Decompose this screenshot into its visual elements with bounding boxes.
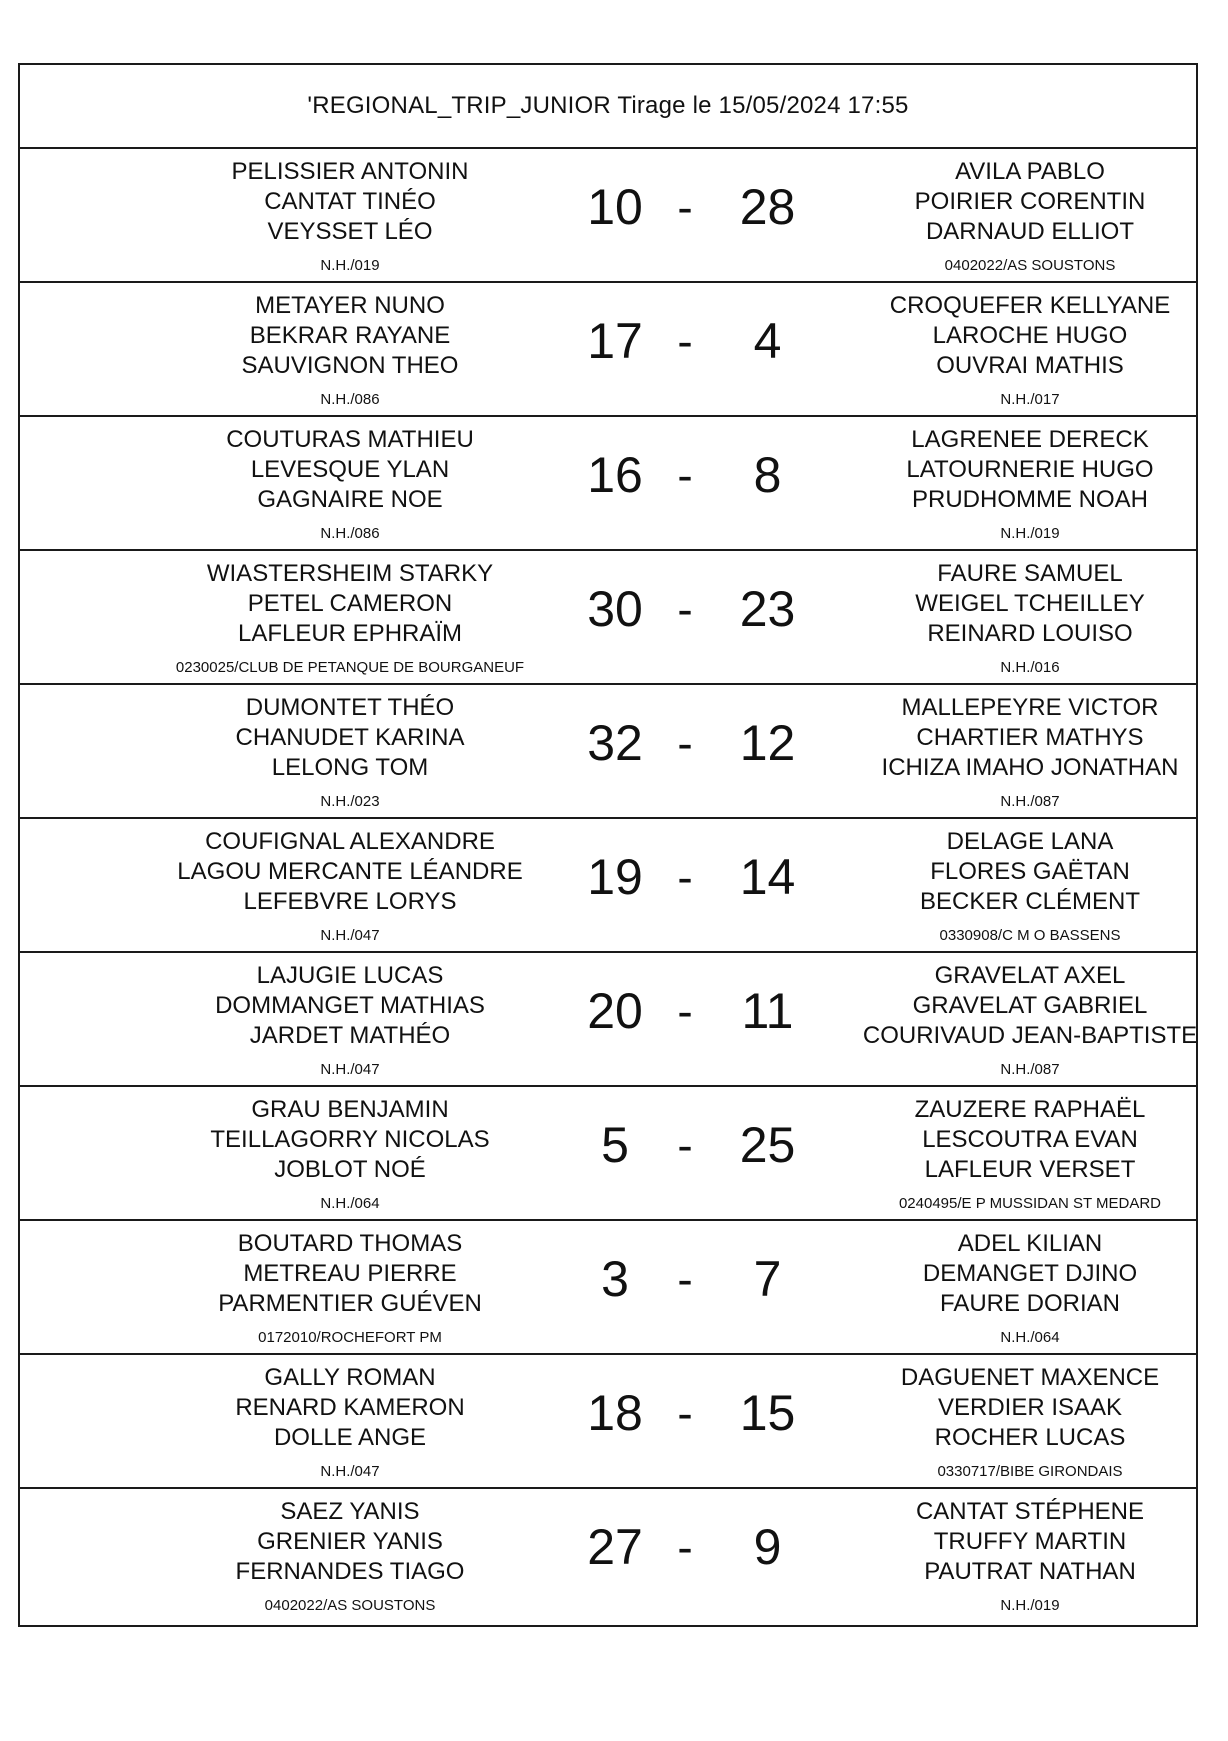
player-name: LAJUGIE LUCAS [256, 962, 444, 989]
player-name: GRAVELAT GABRIEL [912, 992, 1148, 1019]
player-name: TEILLAGORRY NICOLAS [210, 1126, 490, 1153]
score-separator: - [677, 985, 693, 1037]
player-name: DARNAUD ELLIOT [925, 218, 1135, 245]
player-name: JOBLOT NOÉ [274, 1156, 426, 1183]
score-right: 4 [753, 313, 782, 369]
player-name: PRUDHOMME NOAH [911, 486, 1148, 513]
player-name: ICHIZA IMAHO JONATHAN [881, 754, 1179, 781]
player-name: LAGRENEE DERECK [911, 426, 1149, 453]
score-right: 23 [739, 581, 796, 637]
match-row [20, 417, 1196, 551]
player-name: COUTURAS MATHIEU [226, 426, 474, 453]
player-name: LESCOUTRA EVAN [922, 1126, 1138, 1153]
score-left: 17 [587, 313, 643, 369]
score-right: 14 [739, 849, 796, 905]
player-name: FLORES GAËTAN [930, 858, 1130, 885]
score-left: 32 [587, 715, 643, 771]
score-left: 10 [587, 179, 643, 235]
player-name: LELONG TOM [271, 754, 429, 781]
player-name: COURIVAUD JEAN-BAPTISTE [862, 1022, 1198, 1049]
club-label: N.H./019 [320, 257, 380, 274]
player-name: OUVRAI MATHIS [936, 352, 1124, 379]
match-row [20, 1489, 1196, 1625]
score [575, 579, 820, 639]
club-label: N.H./047 [320, 1463, 380, 1480]
score-separator: - [677, 1521, 693, 1573]
player-name: SAUVIGNON THEO [241, 352, 459, 379]
club-label: N.H./017 [1000, 391, 1060, 408]
player-name: BOUTARD THOMAS [237, 1230, 463, 1257]
player-name: GALLY ROMAN [264, 1364, 436, 1391]
score-left: 3 [601, 1251, 629, 1307]
score-separator: - [677, 583, 693, 635]
player-name: PAUTRAT NATHAN [924, 1558, 1136, 1585]
player-name: LEVESQUE YLAN [250, 456, 450, 483]
match-list [20, 149, 1196, 1625]
player-name: CANTAT STÉPHENE [915, 1498, 1145, 1525]
player-name: ADEL KILIAN [957, 1230, 1103, 1257]
sheet-title: 'REGIONAL_TRIP_JUNIOR Tirage le 15/05/2024 17:55 [20, 65, 1196, 149]
score-left: 5 [601, 1117, 629, 1173]
player-name: JARDET MATHÉO [249, 1022, 451, 1049]
match-row [20, 953, 1196, 1087]
player-name: FAURE SAMUEL [937, 560, 1123, 587]
score-right: 11 [741, 983, 794, 1039]
player-name: REINARD LOUISO [927, 620, 1133, 647]
score [575, 981, 820, 1041]
player-name: BEKRAR RAYANE [249, 322, 451, 349]
score [575, 713, 820, 773]
score-right: 8 [753, 447, 782, 503]
match-row [20, 149, 1196, 283]
club-label: N.H./087 [1000, 793, 1060, 810]
score-left: 30 [587, 581, 643, 637]
score-separator: - [677, 449, 693, 501]
match-row [20, 1087, 1196, 1221]
player-name: METREAU PIERRE [243, 1260, 457, 1287]
player-name: SAEZ YANIS [280, 1498, 420, 1525]
player-name: DEMANGET DJINO [922, 1260, 1138, 1287]
score-separator: - [677, 851, 693, 903]
player-name: CANTAT TINÉO [264, 188, 436, 215]
right-team [800, 1497, 1228, 1614]
club-label: 0402022/AS SOUSTONS [944, 257, 1116, 274]
player-name: FAURE DORIAN [939, 1290, 1121, 1317]
player-name: LAROCHE HUGO [932, 322, 1128, 349]
left-team [100, 961, 600, 1078]
draw-sheet [18, 63, 1198, 1627]
player-name: VEYSSET LÉO [267, 218, 433, 245]
score-left: 19 [587, 849, 643, 905]
score-separator: - [677, 717, 693, 769]
right-team [800, 961, 1228, 1078]
right-team [800, 157, 1228, 274]
score [575, 311, 820, 371]
player-name: DUMONTET THÉO [245, 694, 455, 721]
left-team [100, 1095, 600, 1212]
right-team [800, 693, 1228, 810]
player-name: LAFLEUR EPHRAÏM [237, 620, 463, 647]
score [575, 1249, 820, 1309]
player-name: GRENIER YANIS [257, 1528, 443, 1555]
player-name: TRUFFY MARTIN [933, 1528, 1127, 1555]
club-label: N.H./023 [320, 793, 380, 810]
player-name: GRAVELAT AXEL [934, 962, 1126, 989]
match-row [20, 1221, 1196, 1355]
player-name: GAGNAIRE NOE [257, 486, 443, 513]
player-name: WIASTERSHEIM STARKY [206, 560, 494, 587]
club-label: N.H./086 [320, 525, 380, 542]
player-name: FERNANDES TIAGO [235, 1558, 465, 1585]
club-label: N.H./064 [320, 1195, 380, 1212]
left-team [100, 559, 600, 676]
player-name: CHARTIER MATHYS [916, 724, 1144, 751]
score-separator: - [677, 1253, 693, 1305]
club-label: N.H./047 [320, 927, 380, 944]
match-row [20, 819, 1196, 953]
match-row [20, 685, 1196, 819]
match-row [20, 283, 1196, 417]
player-name: LATOURNERIE HUGO [906, 456, 1154, 483]
score [575, 445, 820, 505]
right-team [800, 291, 1228, 408]
player-name: LAFLEUR VERSET [924, 1156, 1136, 1183]
score-separator: - [677, 315, 693, 367]
score-left: 27 [587, 1519, 643, 1575]
score-left: 18 [587, 1385, 643, 1441]
score-left: 16 [587, 447, 643, 503]
player-name: CHANUDET KARINA [235, 724, 465, 751]
score-left: 20 [587, 983, 643, 1039]
club-label: 0330717/BIBE GIRONDAIS [937, 1463, 1123, 1480]
left-team [100, 425, 600, 542]
score-right: 25 [739, 1117, 796, 1173]
player-name: GRAU BENJAMIN [251, 1096, 449, 1123]
left-team [100, 1363, 600, 1480]
match-row [20, 1355, 1196, 1489]
player-name: POIRIER CORENTIN [914, 188, 1146, 215]
club-label: N.H./019 [1000, 1597, 1060, 1614]
club-label: N.H./086 [320, 391, 380, 408]
player-name: LEFEBVRE LORYS [243, 888, 457, 915]
left-team [100, 291, 600, 408]
score-right: 28 [739, 179, 796, 235]
score [575, 847, 820, 907]
player-name: DOMMANGET MATHIAS [215, 992, 485, 1019]
player-name: ROCHER LUCAS [934, 1424, 1126, 1451]
club-label: 0240495/E P MUSSIDAN ST MEDARD [898, 1195, 1162, 1212]
right-team [800, 425, 1228, 542]
player-name: MALLEPEYRE VICTOR [901, 694, 1159, 721]
player-name: METAYER NUNO [255, 292, 445, 319]
right-team [800, 559, 1228, 676]
left-team [100, 693, 600, 810]
player-name: LAGOU MERCANTE LÉANDRE [177, 858, 523, 885]
score-separator: - [677, 1119, 693, 1171]
score-separator: - [677, 181, 693, 233]
match-row [20, 551, 1196, 685]
player-name: PARMENTIER GUÉVEN [218, 1290, 482, 1317]
player-name: VERDIER ISAAK [937, 1394, 1123, 1421]
score-right: 7 [753, 1251, 782, 1307]
player-name: WEIGEL TCHEILLEY [915, 590, 1145, 617]
score-right: 15 [739, 1385, 796, 1441]
club-label: N.H./047 [320, 1061, 380, 1078]
player-name: CROQUEFER KELLYANE [889, 292, 1171, 319]
score-right: 12 [739, 715, 796, 771]
player-name: DELAGE LANA [946, 828, 1114, 855]
score-right: 9 [753, 1519, 782, 1575]
club-label: N.H./019 [1000, 525, 1060, 542]
club-label: 0330908/C M O BASSENS [939, 927, 1121, 944]
club-label: 0230025/CLUB DE PETANQUE DE BOURGANEUF [175, 659, 525, 676]
club-label: N.H./016 [1000, 659, 1060, 676]
player-name: PETEL CAMERON [247, 590, 453, 617]
right-team [800, 1095, 1228, 1212]
player-name: DOLLE ANGE [273, 1424, 427, 1451]
score [575, 177, 820, 237]
player-name: COUFIGNAL ALEXANDRE [205, 828, 495, 855]
left-team [100, 157, 600, 274]
score [575, 1383, 820, 1443]
player-name: DAGUENET MAXENCE [900, 1364, 1160, 1391]
score [575, 1517, 820, 1577]
score [575, 1115, 820, 1175]
player-name: BECKER CLÉMENT [919, 888, 1141, 915]
right-team [800, 1363, 1228, 1480]
right-team [800, 1229, 1228, 1346]
left-team [100, 1497, 600, 1614]
score-separator: - [677, 1387, 693, 1439]
club-label: N.H./087 [1000, 1061, 1060, 1078]
player-name: PELISSIER ANTONIN [231, 158, 469, 185]
club-label: 0402022/AS SOUSTONS [264, 1597, 436, 1614]
club-label: N.H./064 [1000, 1329, 1060, 1346]
left-team [100, 1229, 600, 1346]
player-name: RENARD KAMERON [235, 1394, 465, 1421]
right-team [800, 827, 1228, 944]
player-name: AVILA PABLO [955, 158, 1105, 185]
left-team [100, 827, 600, 944]
player-name: ZAUZERE RAPHAËL [914, 1096, 1146, 1123]
club-label: 0172010/ROCHEFORT PM [258, 1329, 442, 1346]
